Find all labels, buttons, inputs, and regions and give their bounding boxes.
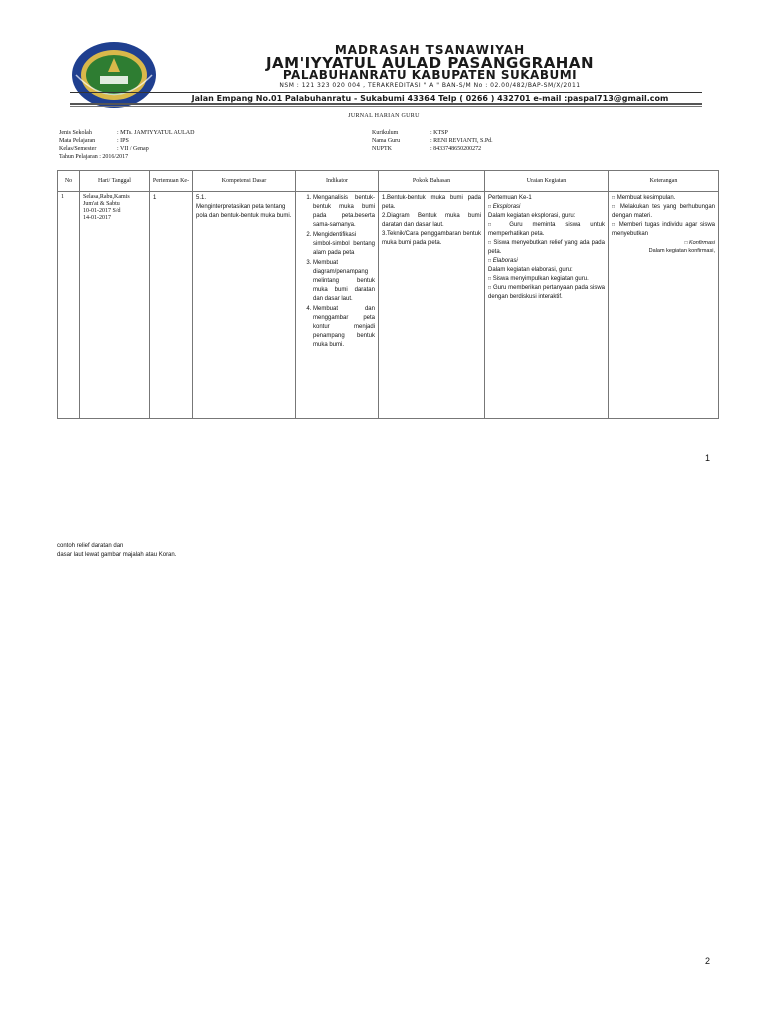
table-header-row: [58, 171, 719, 192]
checkbox-icon: □: [488, 258, 492, 264]
indicator-item: 1. Menganalisis bentuk-bentuk muka bumi pada peta.beserta sama-samanya.: [313, 194, 375, 230]
checkbox-icon: □: [612, 195, 616, 201]
indicator-item: 2. Mengidentifikasi simbol-simbol bentang alam pada peta: [313, 231, 375, 258]
meta-row-school-type: Jenis Sekolah : MTs. JAM'IYYATUL AULAD: [59, 130, 195, 136]
konfirmasi-heading: □ Konfirmasi: [684, 240, 715, 246]
eksplorasi-step: □ Guru meminta siswa untuk memperhatikan peta.: [488, 222, 605, 237]
topic-item: 2.Diagram Bentuk muka bumi daratan dan dasar laut.: [382, 213, 481, 228]
elaborasi-heading: □ Elaborasi: [488, 258, 518, 264]
header-location: PALABUHANRATU KABUPATEN SUKABUMI: [282, 68, 578, 82]
cell-days: Selasa,Rabu,Kamis Jum'at & Sabtu: [83, 194, 130, 207]
elaborasi-intro: Dalam kegiatan elaborasi, guru:: [488, 267, 573, 273]
page-number-2: 2: [704, 956, 710, 966]
konfirmasi-text: Dalam kegiatan konfirmasi,: [648, 248, 715, 254]
header-school-name: JAM'IYYATUL AULAD PASANGGRAHAN: [265, 54, 595, 72]
col-header-topic: Pokok Bahasan: [379, 171, 485, 192]
header-rule-top: [70, 92, 702, 93]
eksplorasi-heading: □ Eksplorasi: [488, 204, 521, 210]
col-header-no: No: [58, 171, 80, 192]
checkbox-icon: □: [612, 222, 617, 228]
activity-meeting-label: Pertemuan Ke-1: [488, 195, 532, 201]
topic-item: 1.Bentuk-bentuk muka bumi pada peta.: [382, 195, 481, 210]
col-header-competency: Kompetensi Dasar: [193, 171, 296, 192]
checkbox-icon: □: [488, 240, 492, 246]
eksplorasi-step: □ Siswa menyebutkan relief yang ada pada peta.: [488, 240, 605, 255]
meta-row-teacher: Nama Guru : RENI REVIANTI, S.Pd.: [372, 138, 493, 144]
journal-title: JURNAL HARIAN GURU: [348, 113, 420, 119]
cell-date-to: 14-01-2017: [83, 215, 111, 221]
continuation-line: dasar laut lewat gambar majalah atau Koran.: [57, 552, 177, 558]
cell-no: 1: [58, 192, 80, 419]
meta-row-subject: Mata Pelajaran : IPS: [59, 138, 129, 144]
cell-date-from: 10-01-2017 S/d: [83, 208, 121, 214]
meta-row-curriculum: Kurikulum : KTSP: [372, 130, 448, 136]
continuation-line: contoh relief daratan dan: [57, 543, 124, 549]
header-address: Jalan Empang No.01 Palabuhanratu - Sukabumi 43364 Telp ( 0266 ) 432701 e-mail :paspal713@gmail.com: [191, 94, 669, 103]
elaborasi-step: □ Siswa menyimpulkan kegiatan guru.: [488, 276, 589, 282]
cell-meeting: 1: [150, 192, 193, 419]
meta-left: [59, 129, 194, 161]
checkbox-icon: □: [612, 204, 617, 210]
journal-table: [57, 170, 719, 419]
checkbox-icon: □: [488, 285, 492, 291]
meta-right: [372, 129, 493, 153]
cell-activities: [485, 192, 609, 419]
meta-row-year: Tahun Pelajaran : 2016/2017: [59, 154, 129, 160]
table-row: [58, 192, 719, 419]
kd-number: 5.1.: [196, 195, 207, 201]
cell-day-date: [80, 192, 150, 419]
header-accreditation: NSM : 121 323 020 004 , TERAKREDITASI " A " BAN-S/M No : 02.00/482/BAP-SM/X/2011: [279, 82, 581, 89]
kd-text: Menginterpretasikan peta tentang pola dan bentuk-bentuk muka bumi.: [196, 204, 292, 219]
cell-indicator: [296, 192, 379, 419]
note-item: □ Melakukan tes yang berhubungan dengan materi.: [612, 204, 715, 219]
cell-topic: [379, 192, 485, 419]
page-number-1: 1: [704, 453, 710, 463]
meta-row-class: Kelas/Semester : VII / Genap: [59, 146, 149, 152]
school-logo: [70, 40, 158, 110]
indicator-list: [299, 194, 375, 350]
note-item: □ Memberi tugas individu agar siswa menyebutkan: [612, 222, 715, 237]
logo-book-icon: [100, 76, 128, 84]
cell-notes: [609, 192, 719, 419]
checkbox-icon: □: [488, 276, 492, 282]
header-school-type: MADRASAH TSANAWIYAH: [334, 43, 526, 57]
header-rule-thick: [70, 103, 702, 105]
indicator-item: 4. Membuat dan menggambar peta kontur menjadi penampang bentuk muka bumi.: [313, 305, 375, 350]
continuation-text: [57, 542, 176, 560]
checkbox-icon: □: [488, 204, 492, 210]
topic-item: 3.Teknik/Cara penggambaran bentuk muka bumi pada peta.: [382, 231, 481, 246]
cell-competency: [193, 192, 296, 419]
elaborasi-step: □ Guru memberikan pertanyaan pada siswa dengan berdiskusi interaktif.: [488, 285, 605, 300]
header-rule-thin: [70, 106, 702, 107]
col-header-activities: Uraian Kegiatan: [485, 171, 609, 192]
col-header-indicator: Indikator: [296, 171, 379, 192]
col-header-meeting: Pertemuan Ke-: [150, 171, 193, 192]
note-item: □ Membuat kesimpulan.: [612, 195, 676, 201]
checkbox-icon: □: [684, 240, 688, 246]
eksplorasi-intro: Dalam kegiatan eksplorasi, guru:: [488, 213, 576, 219]
meta-row-nuptk: NUPTK : 8433748650200272: [372, 146, 482, 152]
col-header-notes: Keterangan: [609, 171, 719, 192]
col-header-day-date: Hari/ Tanggal: [80, 171, 150, 192]
checkbox-icon: □: [488, 222, 500, 228]
indicator-item: 3. Membuat diagram/penampang melintang bentuk muka bumi daratan dan dasar laut.: [313, 259, 375, 304]
